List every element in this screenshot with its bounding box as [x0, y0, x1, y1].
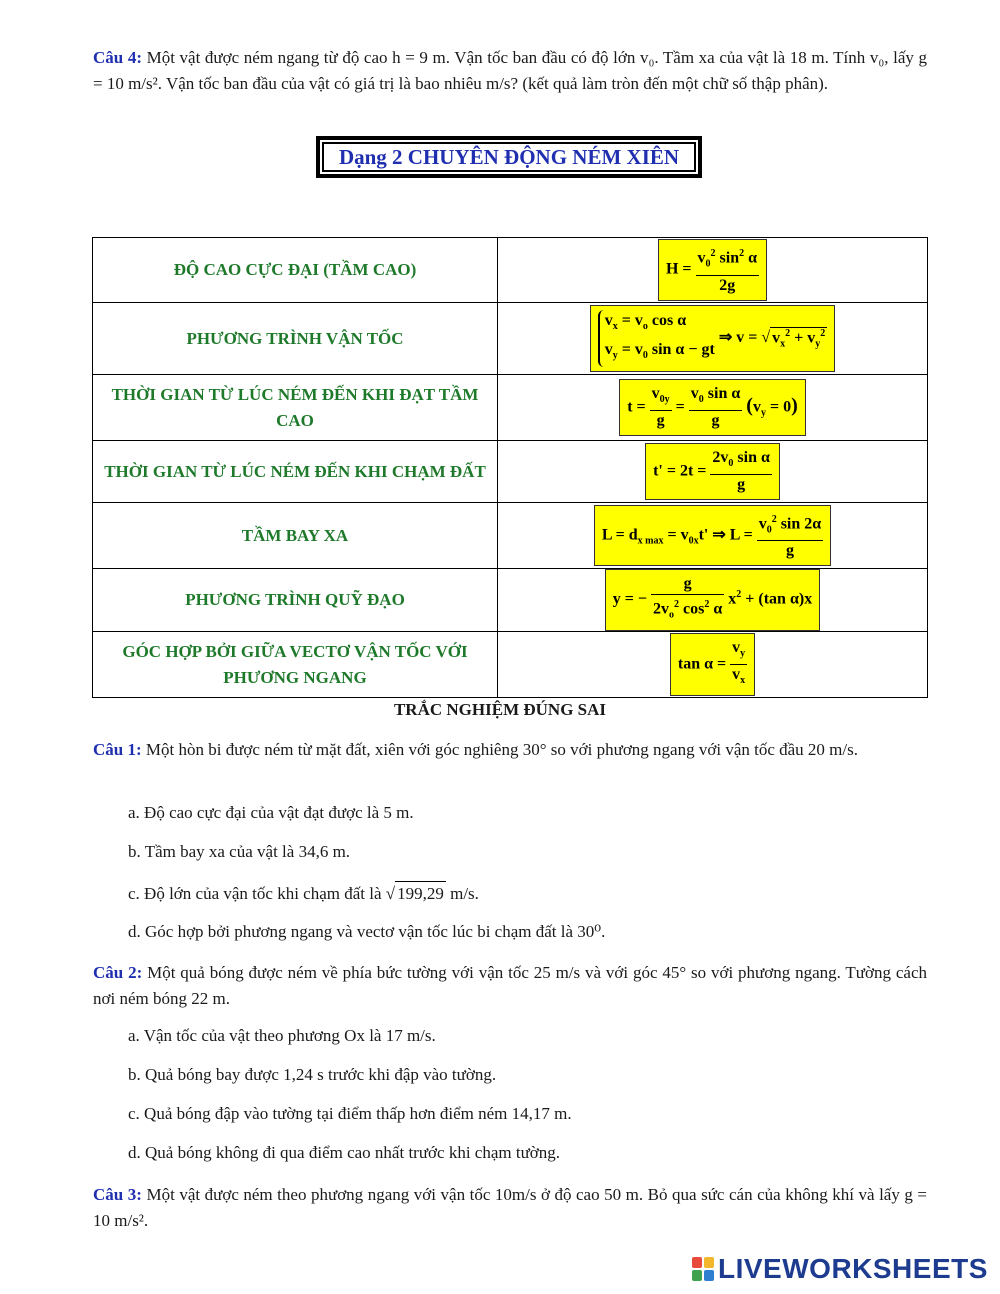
- question-3: [93, 1182, 927, 1234]
- formula-max-height: H = $\frac{v_0^2 \sin^2 \alpha}{2g}$: [658, 239, 767, 301]
- row-label: PHƯƠNG TRÌNH QUỸ ĐẠO: [93, 569, 498, 632]
- formula-range: $L = d_{x max} = v_{0x}t'$ ⇒ L = $\frac{v_0^2 \sin 2\alpha}{g}$: [594, 505, 831, 567]
- question-4-label: Câu 4:: [93, 48, 142, 67]
- liveworksheets-logo: [692, 1254, 988, 1284]
- question-1-text: Một hòn bi được ném từ mặt đất, xiên với góc nghiêng 30° so với phương ngang với vận tốc đầu 20 m/s.: [145, 740, 858, 759]
- question-3-text: Một vật được ném theo phương ngang với vận tốc 10m/s ở độ cao 50 m. Bỏ qua sức cán của không khí và lấy g = 10 m/s².: [93, 1185, 927, 1230]
- q1-option-a: a. Độ cao cực đại của vật đạt được là 5 m.: [128, 803, 414, 822]
- question-2-label: Câu 2:: [93, 963, 143, 982]
- sqrt-value: 199,29: [395, 881, 446, 906]
- formula-velocity: $v_x = v_o$ cos α $v_y = v_0$ sin α − gt ⇒ v = √ $v_x^2 + v_y^2$: [590, 305, 836, 371]
- table-row: [93, 441, 928, 503]
- section-title-box: [316, 136, 702, 178]
- q1-option-b: b. Tầm bay xa của vật là 34,6 m.: [128, 842, 351, 861]
- row-label: PHƯƠNG TRÌNH VẬN TỐC: [93, 303, 498, 375]
- formula-time-to-peak: t = $\frac{v_{0y}}{g}$ = $\frac{v_0 \sin \alpha}{g}$ $(v_y = 0)$: [619, 379, 806, 436]
- question-2: [93, 960, 927, 1012]
- q2-option-d: d. Quả bóng không đi qua điểm cao nhất trước khi chạm tường.: [128, 1143, 561, 1162]
- table-row: [93, 632, 928, 698]
- formula-table: [92, 237, 928, 698]
- table-row: [93, 375, 928, 441]
- logo-icon: [692, 1257, 714, 1281]
- question-1: [93, 737, 927, 763]
- table-row: [93, 569, 928, 632]
- row-label: GÓC HỢP BỞI GIỮA VECTƠ VẬN TỐC VỚI PHƯƠNG NGANG: [93, 632, 498, 698]
- question-3-label: Câu 3:: [93, 1185, 142, 1204]
- table-row: [93, 303, 928, 375]
- row-label: THỜI GIAN TỪ LÚC NÉM ĐẾN KHI CHẠM ĐẤT: [93, 441, 498, 503]
- question-2-text: Một quả bóng được ném về phía bức tường với vận tốc 25 m/s và với góc 45° so với phương ngang. Tường cách nơi ném bóng 22 m.: [93, 963, 927, 1008]
- formula-trajectory: y = − $\frac{g}{2v_o^2 \cos^2 \alpha}$ $x^2 + (\tan$ α)x: [605, 569, 820, 631]
- question-1-label: Câu 1:: [93, 740, 142, 759]
- table-row: [93, 238, 928, 303]
- formula-time-of-flight: t' = 2t = $\frac{2v_0 \sin \alpha}{g}$: [645, 443, 780, 500]
- logo-text: LIVEWORKSHEETS: [718, 1253, 988, 1284]
- quiz-title: TRẮC NGHIỆM ĐÚNG SAI: [393, 700, 607, 719]
- q2-option-b: b. Quả bóng bay được 1,24 s trước khi đập vào tường.: [128, 1065, 497, 1084]
- formula-angle: tan α = $\frac{v_y}{v_x}$: [670, 633, 755, 696]
- section-title: Dạng 2 CHUYÊN ĐỘNG NÉM XIÊN: [322, 142, 696, 172]
- q2-option-c: c. Quả bóng đập vào tường tại điểm thấp hơn điểm ném 14,17 m.: [128, 1104, 572, 1123]
- q1-option-c: c. Độ lớn của vận tốc khi chạm đất là √ 199,29 m/s.: [128, 881, 479, 906]
- question-4-text: Một vật được ném ngang từ độ cao h = 9 m. Vận tốc ban đầu có độ lớn v₀. Tầm xa của vật là 18 m. Tính v₀, lấy g = 10 m/s². Vận tốc ban đầu của vật có giá trị là bao nhiêu m/s? (kết quả làm tròn đến một chữ số thập phân).: [93, 48, 927, 93]
- row-label: THỜI GIAN TỪ LÚC NÉM ĐẾN KHI ĐẠT TẦM CAO: [93, 375, 498, 441]
- question-4: [93, 45, 927, 97]
- q2-option-a: a. Vận tốc của vật theo phương Ox là 17 m/s.: [128, 1026, 436, 1045]
- row-label: ĐỘ CAO CỰC ĐẠI (TẦM CAO): [93, 238, 498, 303]
- row-label: TẦM BAY XA: [93, 503, 498, 569]
- table-row: [93, 503, 928, 569]
- q1-option-d: d. Góc hợp bởi phương ngang và vectơ vận tốc lúc bi chạm đất là 30⁰.: [128, 922, 606, 941]
